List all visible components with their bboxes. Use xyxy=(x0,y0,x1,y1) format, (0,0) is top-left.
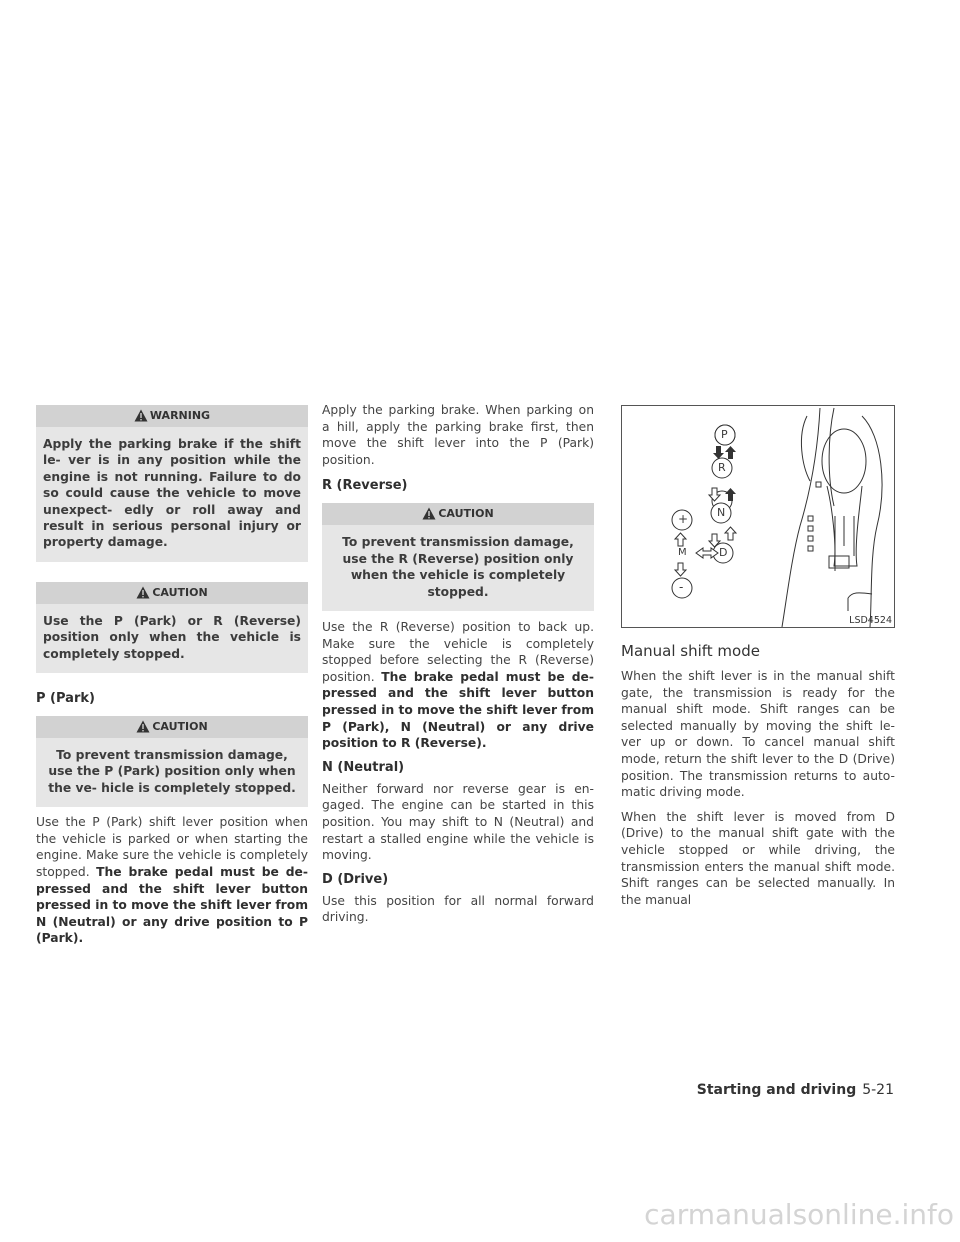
caution-label: CAUTION xyxy=(152,720,208,734)
caution-box-1 xyxy=(36,582,308,673)
warning-triangle-icon xyxy=(134,408,148,430)
caution-text-3: To prevent transmission damage, use the R (Reverse) position only when the vehicle is completely stopped. xyxy=(342,535,574,599)
column-left xyxy=(36,405,308,955)
caution-header-1 xyxy=(36,582,308,604)
neutral-heading: N (Neutral) xyxy=(322,759,405,775)
figure-code: LSD4524 xyxy=(849,615,892,626)
caution-text-1: Use the P (Park) or R (Reverse) position only when the vehicle is completely stopped. xyxy=(43,613,301,661)
watermark: carmanualsonline.info xyxy=(644,1198,954,1231)
warning-triangle-icon xyxy=(136,585,150,607)
drive-paragraph: Use this position for all normal forward driving. xyxy=(322,893,594,925)
park-paragraph: Use the P (Park) shift lever position when the vehicle is parked or when starting the engine. Make sure the vehicle is completely stopped. The brake pedal must be de- pressed and the shift lever button pressed in to move the shift lever from N (Neutral) or any drive position to P (Park). xyxy=(36,815,309,946)
gear-label-d: D xyxy=(719,546,728,559)
warning-triangle-icon xyxy=(136,719,150,741)
footer-page-number: 5-21 xyxy=(862,1082,894,1098)
gear-label-minus: - xyxy=(679,580,684,594)
neutral-paragraph: Neither forward nor reverse gear is en- gaged. The engine can be started in this position. You may shift to N (Neutral) and restart a stalled engine while the vehicle is moving. xyxy=(322,781,594,863)
warning-label: WARNING xyxy=(149,409,211,422)
warning-header xyxy=(36,405,308,427)
warning-box xyxy=(36,405,308,562)
caution-label: CAUTION xyxy=(438,507,494,521)
reverse-heading: R (Reverse) xyxy=(322,478,408,494)
park-heading: P (Park) xyxy=(36,691,95,707)
gear-label-m: M xyxy=(678,547,687,558)
column-middle xyxy=(322,405,594,934)
footer-section: Starting and driving xyxy=(696,1082,857,1098)
gear-label-p: P xyxy=(721,428,728,441)
gear-label-n: N xyxy=(717,506,726,519)
caution-box-3 xyxy=(322,503,594,611)
caution-label: CAUTION xyxy=(152,585,208,599)
manual-paragraph-1: When the shift lever is in the manual shift gate, the transmission is ready for the manual shift mode. Shift ranges can be selected manually by moving the shift le- ver up or down. To cancel manual shift mode, return the shift lever to the D (Drive) position. The transmission returns to auto- matic driving mode. xyxy=(621,669,895,800)
caution-box-2 xyxy=(36,716,308,807)
manual-shift-heading: Manual shift mode xyxy=(621,642,760,660)
caution-text-2: To prevent transmission damage, use the P (Park) position only when the ve- hicle is completely stopped. xyxy=(48,748,296,795)
gear-label-r: R xyxy=(718,461,726,474)
parking-intro: Apply the parking brake. When parking on a hill, apply the parking brake first, then move the shift lever into the P (Park) position. xyxy=(322,403,594,467)
caution-header-2 xyxy=(36,716,308,738)
page-footer xyxy=(697,1082,894,1098)
reverse-paragraph: Use the R (Reverse) position to back up. Make sure the vehicle is completely stopped before selecting the R (Reverse) position. The brake pedal must be de- pressed and the shift lever button pressed in to move the shift lever from P (Park), N (Neutral) or any drive position to R (Reverse). xyxy=(322,620,595,751)
shift-lever-figure xyxy=(621,405,895,628)
shift-pattern-illustration xyxy=(622,406,894,627)
warning-text: Apply the parking brake if the shift le- ver is in any position while the engine is not running. Failure to do so could cause the vehicle to move unexpect- edly or roll away and result in serious personal injury or property damage. xyxy=(43,437,301,550)
manual-paragraph-2: When the shift lever is moved from D (Drive) to the manual shift gate with the vehicle stopped or while driving, the transmission enters the manual shift mode. Shift ranges can be selected manually. In the manual xyxy=(621,809,895,907)
column-right xyxy=(621,405,895,916)
gear-label-plus: + xyxy=(678,512,689,526)
caution-header-3 xyxy=(322,503,594,525)
drive-heading: D (Drive) xyxy=(322,871,389,887)
warning-triangle-icon xyxy=(422,506,436,528)
